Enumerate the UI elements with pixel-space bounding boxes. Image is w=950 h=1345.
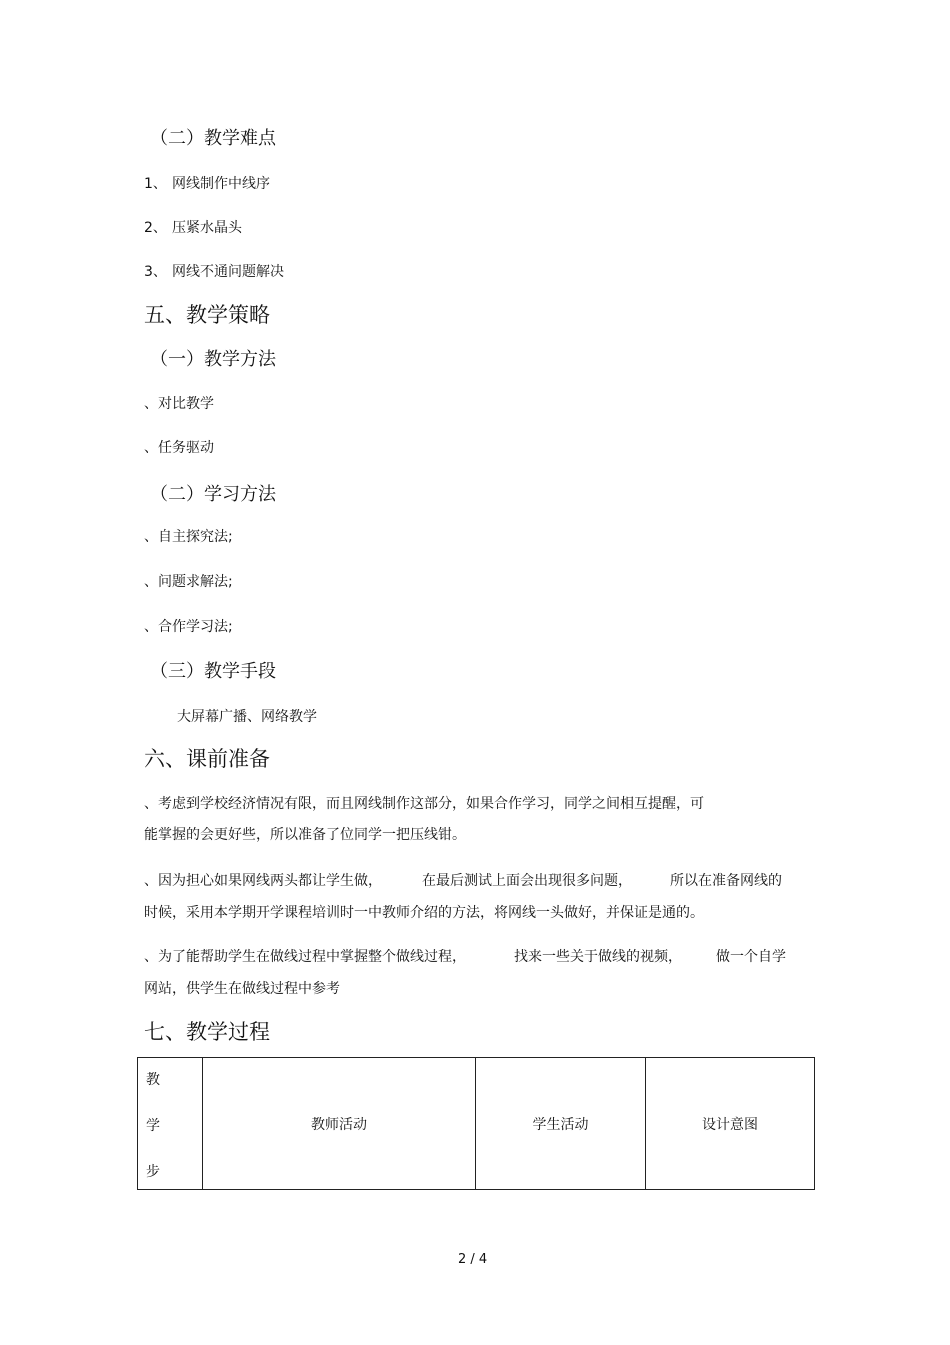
design-intent-header: 设计意图 [646, 1058, 815, 1190]
text-segment: 、因为担心如果网线两头都让学生做， [144, 873, 382, 889]
list-number: 1、 [144, 176, 167, 192]
list-text: 网线制作中线序 [172, 176, 270, 192]
process-heading: 七、教学过程 [144, 1020, 270, 1044]
step-column-header [138, 1058, 203, 1190]
student-activity-header: 学生活动 [476, 1058, 646, 1190]
list-text: 压紧水晶头 [172, 220, 242, 236]
prep-paragraph-3-line-2: 网站，供学生在做线过程中参考 [144, 981, 340, 997]
text-segment: 找来一些关于做线的视频， [514, 949, 682, 965]
learning-heading: （二）学习方法 [150, 484, 276, 505]
step-char: 学 [146, 1118, 160, 1134]
step-char: 步 [146, 1164, 160, 1180]
step-char: 教 [146, 1072, 160, 1088]
learning-item: 、合作学习法; [144, 619, 233, 635]
method-item: 、任务驱动 [144, 440, 214, 456]
prep-paragraph-2-line-1 [144, 870, 782, 890]
prep-paragraph-2-line-2: 时候，采用本学期开学课程培训时一中教师介绍的方法，将网线一头做好，并保证是通的。 [144, 905, 704, 921]
text-segment: 做一个自学 [716, 949, 786, 965]
table-header-row [138, 1058, 815, 1190]
text-segment: 在最后测试上面会出现很多问题， [422, 873, 632, 889]
means-text: 大屏幕广播、网络教学 [177, 709, 317, 725]
text-segment: 所以在准备网线的 [670, 873, 782, 889]
list-item [144, 173, 270, 193]
learning-item: 、问题求解法; [144, 574, 233, 590]
teacher-activity-header: 教师活动 [203, 1058, 476, 1190]
prep-paragraph-3-line-1 [144, 946, 786, 966]
list-item [144, 261, 284, 281]
method-item: 、对比教学 [144, 396, 214, 412]
means-heading: （三）教学手段 [150, 661, 276, 682]
difficulty-heading: （二）教学难点 [150, 128, 276, 149]
list-number: 3、 [144, 264, 167, 280]
text-segment: 、为了能帮助学生在做线过程中掌握整个做线过程， [144, 949, 466, 965]
learning-item: 、自主探究法; [144, 529, 233, 545]
prep-heading: 六、课前准备 [144, 747, 270, 771]
prep-paragraph-1-line-2: 能掌握的会更好些，所以准备了位同学一把压线钳。 [144, 827, 466, 843]
page-number: 2 / 4 [458, 1252, 488, 1267]
strategy-heading: 五、教学策略 [144, 303, 270, 327]
list-number: 2、 [144, 220, 167, 236]
list-item [144, 217, 242, 237]
methods-heading: （一）教学方法 [150, 349, 276, 370]
list-text: 网线不通问题解决 [172, 264, 284, 280]
prep-paragraph-1-line-1: 、考虑到学校经济情况有限，而且网线制作这部分，如果合作学习，同学之间相互提醒，可 [144, 796, 704, 812]
process-table [137, 1057, 815, 1190]
